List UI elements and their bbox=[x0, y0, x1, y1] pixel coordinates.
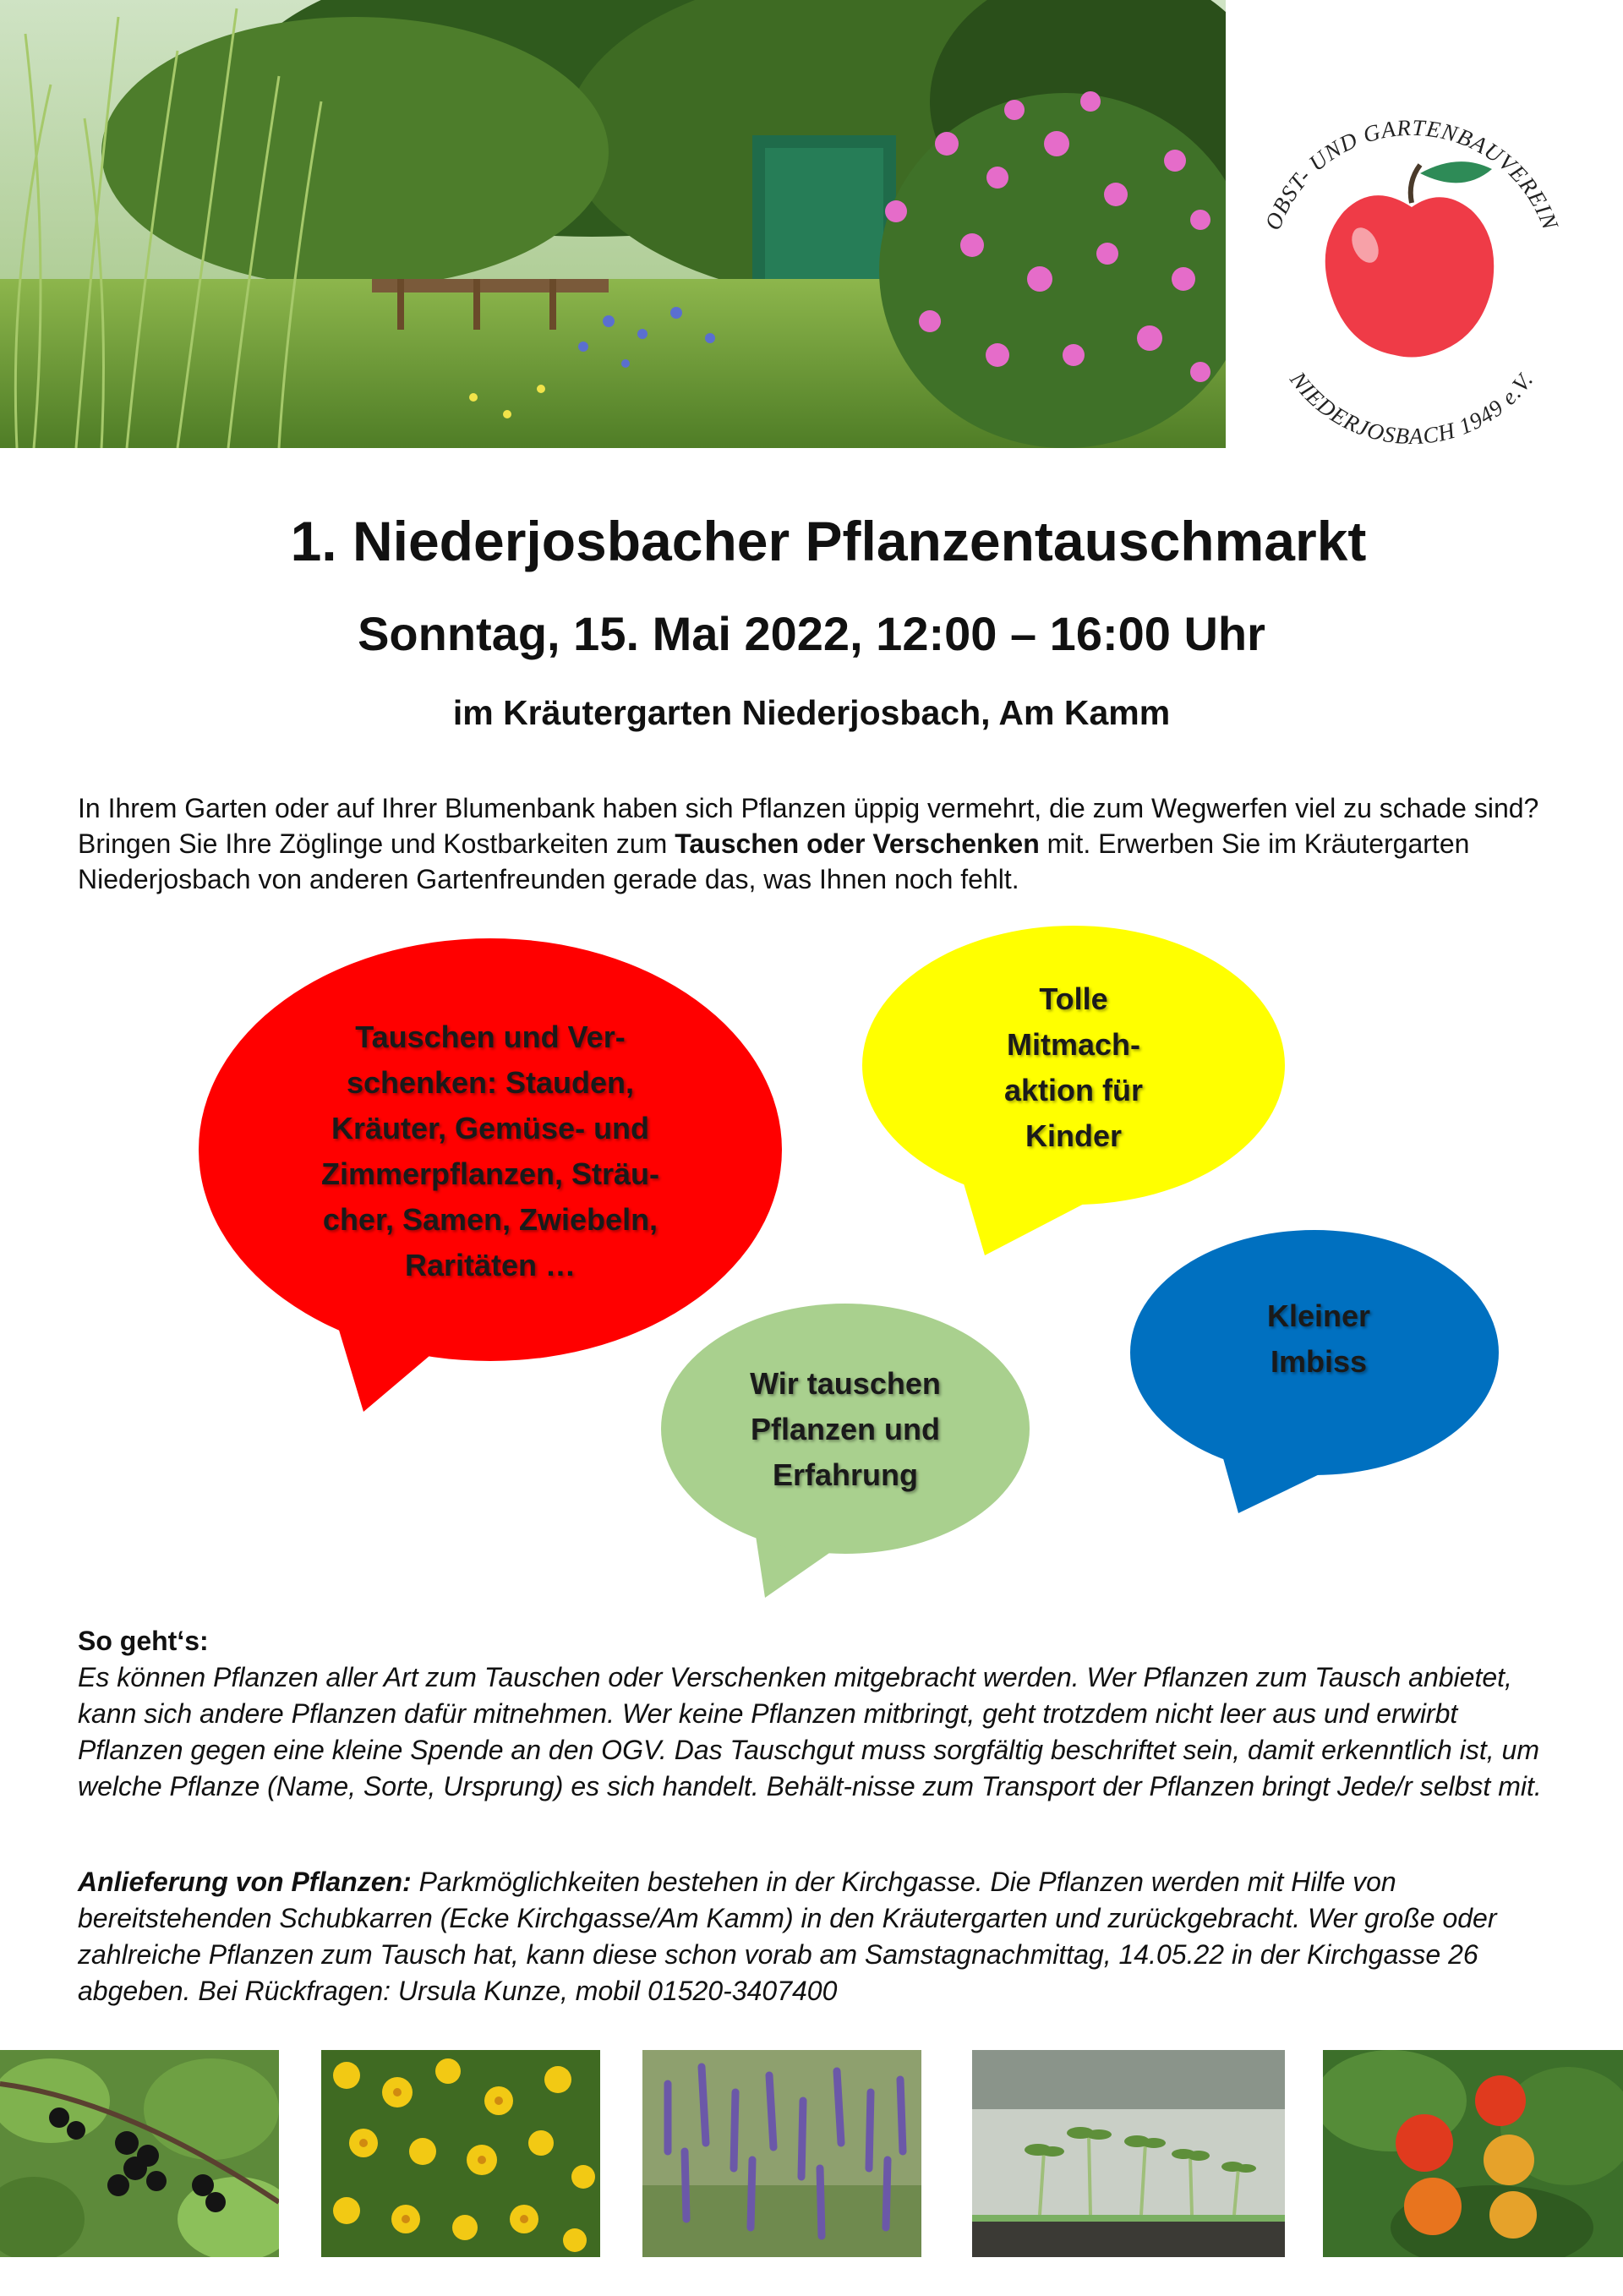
page-title: 1. Niederjosbacher Pflanzentauschmarkt bbox=[290, 510, 1367, 572]
event-location: im Kräutergarten Niederjosbach, Am Kamm bbox=[452, 693, 1171, 732]
photo-yellow-flowers bbox=[321, 2050, 600, 2257]
bubble-green-text bbox=[719, 1361, 972, 1498]
logo-ring-text-bottom: NIEDERJOSBACH 1949 e.V. bbox=[1285, 367, 1538, 450]
intro-text-part2: mit. Erwerben Sie im Kräutergarten Niederjosbach von anderen Gartenfreunden gerade das, was Ihnen noch fehlt. bbox=[78, 828, 1470, 894]
bubble-blue-line: Imbiss bbox=[1270, 1344, 1368, 1379]
bubble-red-line: Raritäten … bbox=[404, 1248, 577, 1282]
intro-paragraph bbox=[78, 790, 1549, 897]
bubble-yellow-line: Mitmach- bbox=[1006, 1027, 1140, 1062]
apple-logo-icon bbox=[1230, 101, 1593, 465]
how-text: Es können Pflanzen aller Art zum Tauschen oder Verschenken mitgebracht werden. Wer Pflanzen zum Tausch anbietet, kann sich andere Pflanzen dafür mitnehmen. Wer keine Pflanzen mitbringt, geht trotzdem nicht leer aus und erwirbt Pflanzen gegen eine kleine Spende an den OGV. Das Tauschgut muss sorgfältig beschriftet sein, damit erkenntlich ist, um welche Pflanze (Name, Sorte, Ursprung) es sich handelt. Behält-nisse zum Transport der Pflanzen bringt Jede/r selbst mit. bbox=[78, 1662, 1542, 1801]
bubble-yellow-text bbox=[947, 976, 1200, 1159]
bubble-yellow-line: aktion für bbox=[1003, 1073, 1143, 1107]
bubble-red-line: cher, Samen, Zwiebeln, bbox=[322, 1202, 658, 1237]
bubble-red-line: Tauschen und Ver- bbox=[355, 1020, 626, 1054]
event-date: Sonntag, 15. Mai 2022, 12:00 – 16:00 Uhr bbox=[358, 607, 1265, 660]
speech-bubbles bbox=[0, 913, 1623, 1606]
bubble-green-line: Erfahrung bbox=[772, 1457, 918, 1492]
club-logo bbox=[1230, 101, 1593, 465]
intro-text-part1: In Ihrem Garten oder auf Ihrer Blumenbank haben sich Pflanzen üppig vermehrt, die zum Wegwerfen viel zu schade sind? Bringen Sie Ihre Zöglinge und Kostbarkeiten zum bbox=[78, 793, 1539, 859]
delivery-label: Anlieferung von Pflanzen: bbox=[78, 1867, 412, 1897]
bubble-red-line: Zimmerpflanzen, Sträu- bbox=[320, 1156, 660, 1191]
bubble-green-line: Pflanzen und bbox=[751, 1412, 940, 1446]
delivery-paragraph bbox=[78, 1864, 1549, 2009]
delivery-text: Parkmöglichkeiten bestehen in der Kirchgasse. Die Pflanzen werden mit Hilfe von bereitstehenden Schubkarren (Ecke Kirchgasse/Am Kamm) in den Kräutergarten und zurückgebracht. Wer große oder zahlreiche Pflanzen zum Tausch hat, kann diese schon vorab am Samstagnachmittag, 14.05.22 in der Kirchgasse 26 abgeben. Bei Rückfragen: Ursula Kunze, mobil 01520-3407400 bbox=[78, 1867, 1497, 2006]
bubble-green-line: Wir tauschen bbox=[750, 1366, 941, 1401]
bubble-blue-line: Kleiner bbox=[1266, 1298, 1371, 1333]
photo-tomatoes bbox=[1323, 2050, 1623, 2257]
photo-blackcurrants bbox=[0, 2050, 279, 2257]
intro-text-bold: Tauschen oder Verschenken bbox=[675, 828, 1040, 859]
how-heading: So geht‘s: bbox=[78, 1626, 209, 1656]
bubble-yellow-line: Kinder bbox=[1025, 1118, 1122, 1153]
photo-lavender bbox=[642, 2050, 921, 2257]
bubble-blue-text bbox=[1192, 1293, 1445, 1385]
garden-header-photo bbox=[0, 0, 1226, 448]
bubble-red-line: Kräuter, Gemüse- und bbox=[331, 1111, 650, 1145]
bubble-red-text bbox=[279, 1014, 702, 1288]
bubble-red-line: schenken: Stauden, bbox=[346, 1065, 635, 1100]
logo-ring-text-top: OBST- UND GARTENBAUVEREIN bbox=[1260, 114, 1564, 234]
svg-text:NIEDERJOSBACH 1949 e.V. bbox=[1285, 366, 1538, 449]
bubble-yellow-line: Tolle bbox=[1039, 981, 1108, 1016]
photo-seedlings bbox=[972, 2050, 1285, 2257]
